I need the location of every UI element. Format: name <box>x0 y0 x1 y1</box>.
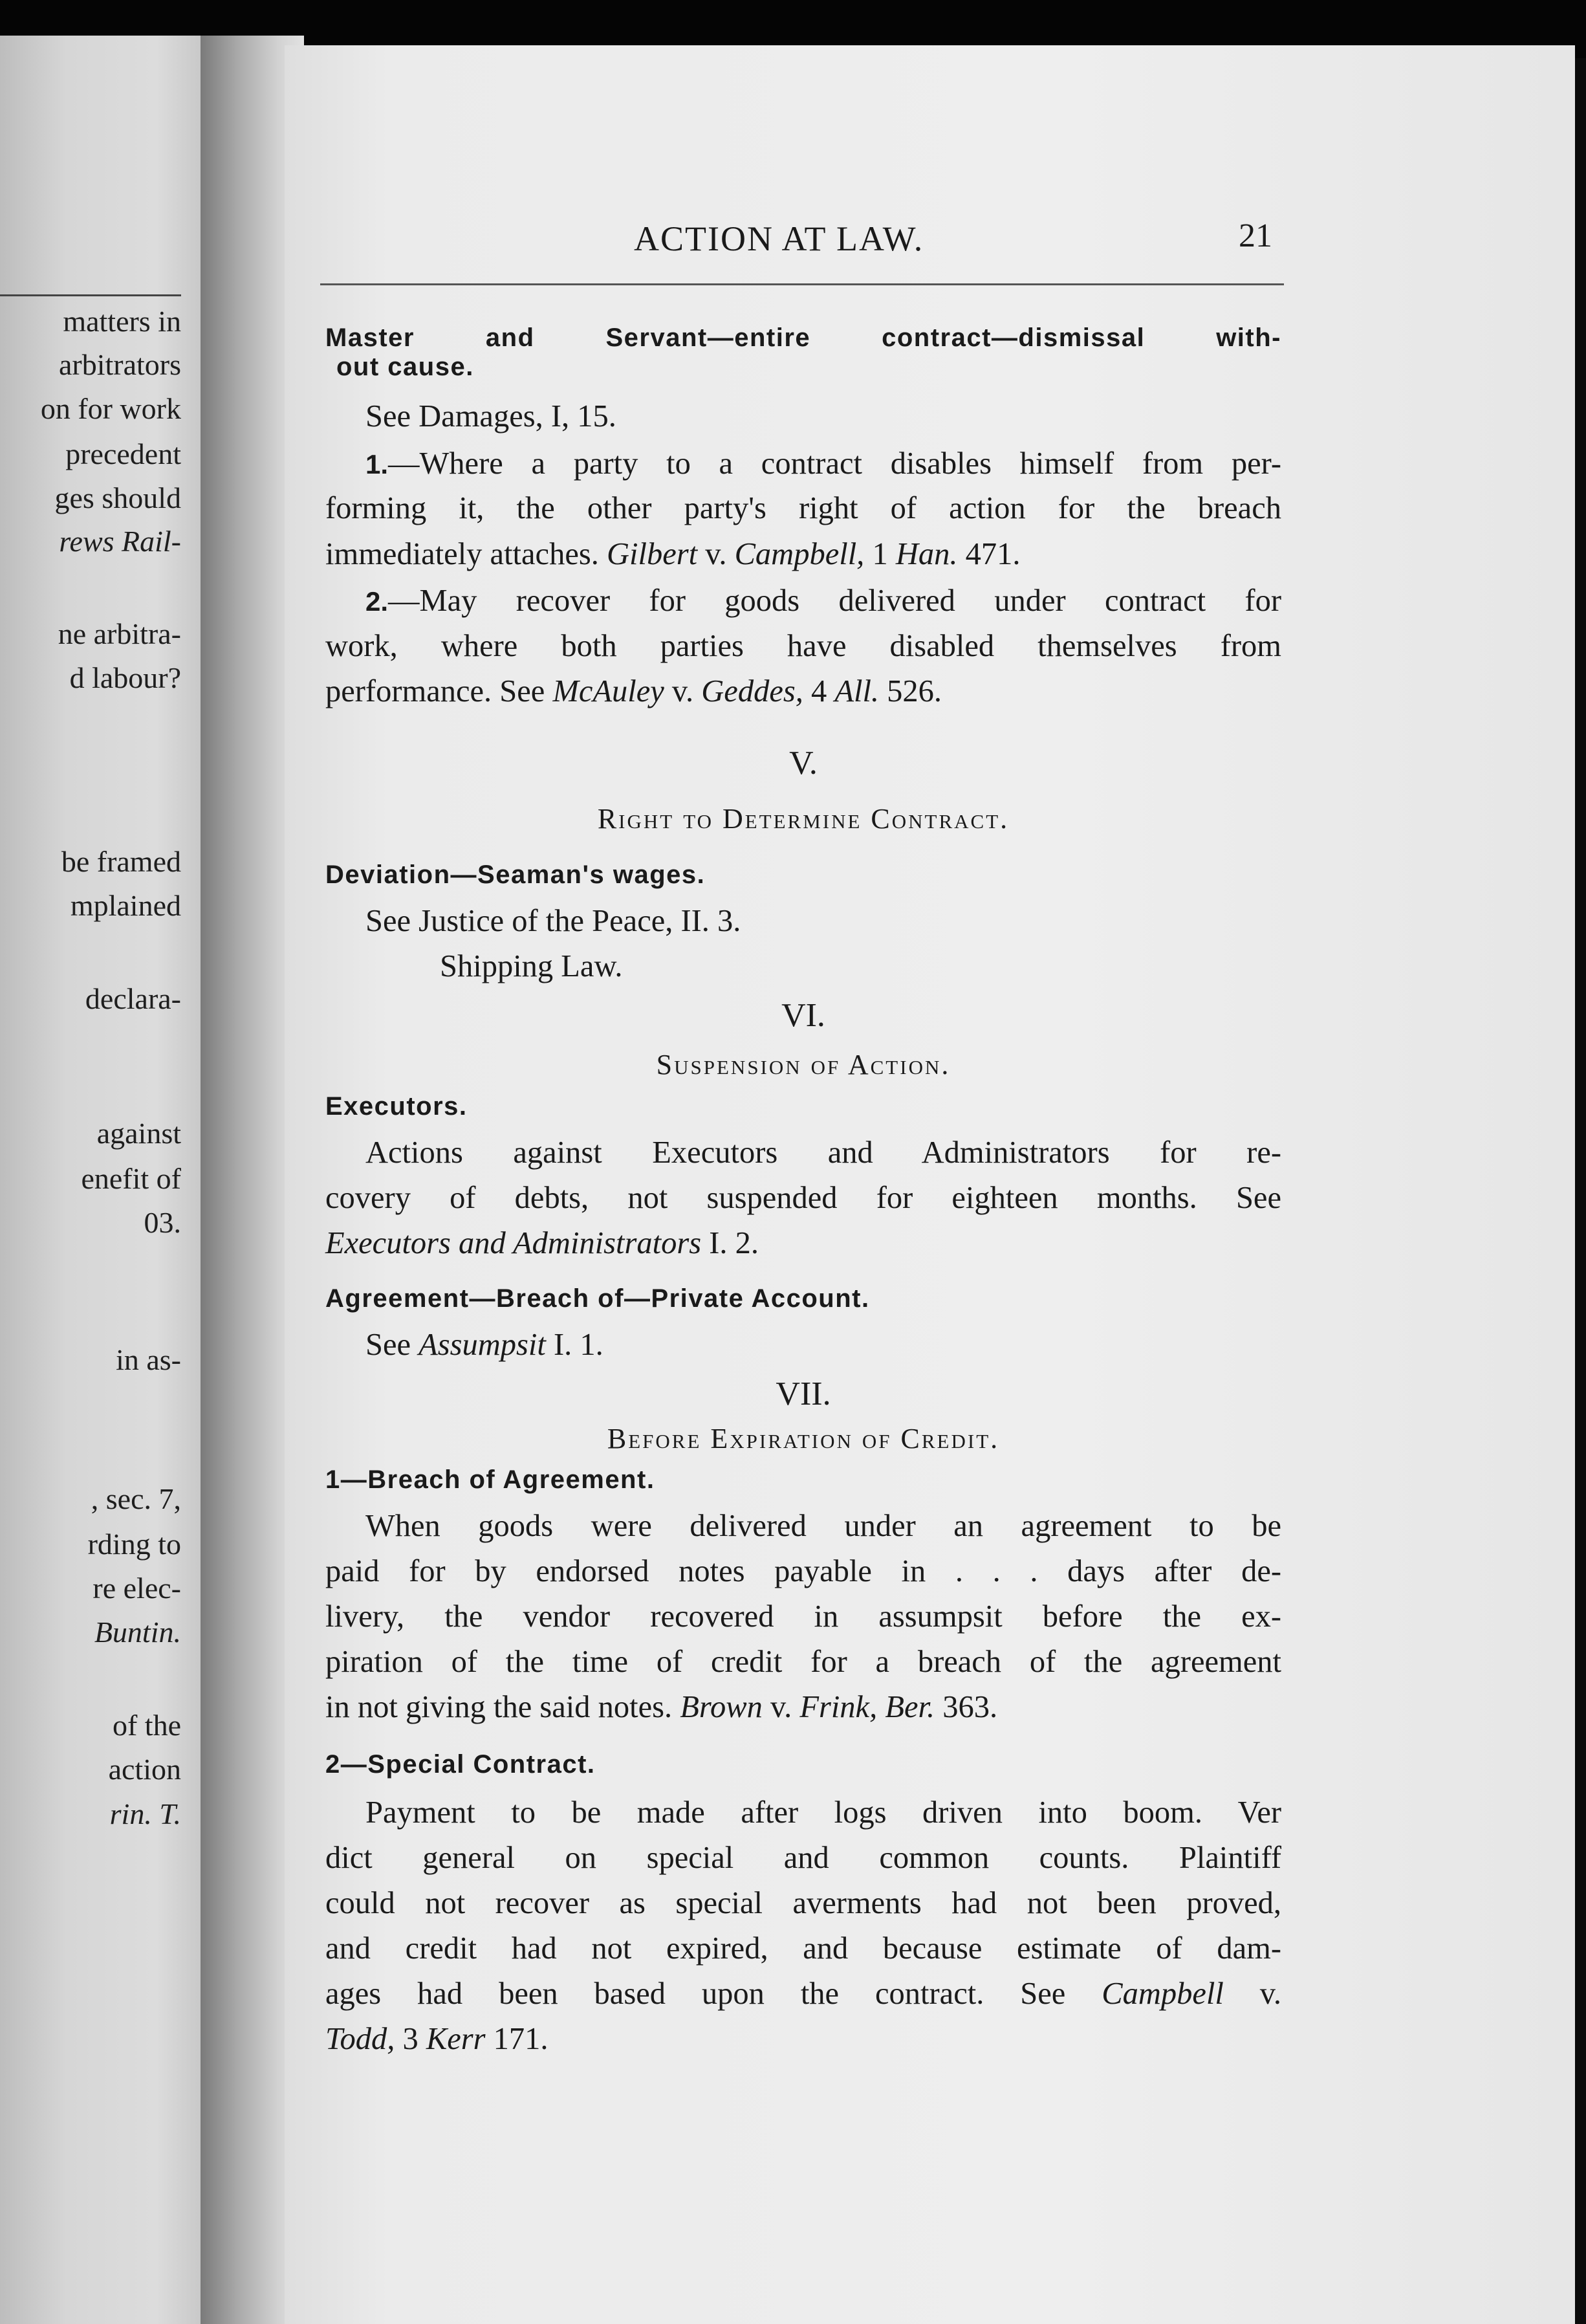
left-fragment: arbitrators <box>58 348 181 381</box>
text: 1 <box>864 537 896 571</box>
text: 4 <box>803 674 835 708</box>
text: immediately attaches. <box>325 537 607 571</box>
section-heading-cont: out cause. <box>336 353 474 381</box>
left-facing-page <box>0 36 223 2324</box>
report-name: Han. <box>895 537 958 571</box>
subject-heading: 2—Special Contract. <box>325 1750 596 1779</box>
left-fragment: mplained <box>70 889 181 922</box>
paragraph-line: covery of debts, not suspended for eighteen months. See <box>325 1181 1281 1215</box>
left-fragment: declara- <box>85 982 181 1015</box>
text: I. 1. <box>545 1328 603 1362</box>
paragraph-line <box>325 676 1281 708</box>
left-fragment: ne arbitra- <box>58 617 181 650</box>
text: ages had been based upon the contract. See <box>325 1977 1102 2011</box>
cross-reference: Shipping Law. <box>440 949 623 983</box>
left-fragment: rews Rail- <box>59 525 181 558</box>
left-fragment: action <box>108 1753 181 1786</box>
left-fragment: rding to <box>87 1528 181 1561</box>
left-fragment: against <box>96 1117 181 1150</box>
left-fragment: enefit of <box>81 1162 181 1195</box>
left-fragment: of the <box>112 1709 181 1742</box>
paragraph-line <box>325 539 1281 571</box>
text: 3 <box>395 2022 426 2056</box>
section-heading: Master and Servant—entire contract—dismissal with- <box>325 323 1281 352</box>
paragraph-line <box>325 2024 1281 2055</box>
text: v. <box>762 1690 800 1724</box>
paragraph-line <box>325 1228 1281 1260</box>
text: performance. See <box>325 674 553 708</box>
section-title: Right to Determine Contract. <box>597 803 1010 835</box>
cross-reference: See Justice of the Peace, II. 3. <box>365 904 741 938</box>
subject-heading: Executors. <box>325 1092 468 1121</box>
left-page-rule <box>0 294 181 296</box>
text: v. <box>664 674 702 708</box>
paragraph-line: work, where both parties have disabled themselves from <box>325 629 1281 663</box>
paragraph-line: Payment to be made after logs driven into boom. Ver <box>365 1795 1281 1830</box>
text: 526. <box>879 674 942 708</box>
subject-heading: Agreement—Breach of—Private Account. <box>325 1284 870 1313</box>
left-fragment: be framed <box>61 845 181 878</box>
title-reference: Executors and Administrators <box>325 1226 702 1260</box>
paragraph-line: When goods were delivered under an agreement to be <box>365 1509 1281 1543</box>
report-name: All. <box>834 674 880 708</box>
case-name: McAuley <box>552 674 664 708</box>
case-name: Campbell <box>1102 1977 1224 2011</box>
section-numeral: VI. <box>781 997 825 1034</box>
header-rule <box>320 283 1284 285</box>
page-number: 21 <box>1239 217 1272 254</box>
left-fragment: 03. <box>144 1206 181 1239</box>
paragraph-line: and credit had not expired, and because estimate of dam- <box>325 1931 1281 1966</box>
paragraph-text: —May recover for goods delivered under contract for <box>388 584 1281 618</box>
left-fragment: Buntin. <box>94 1616 181 1649</box>
paragraph-number: 2. <box>365 586 389 617</box>
subject-heading: 1—Breach of Agreement. <box>325 1465 655 1494</box>
paragraph-line: piration of the time of credit for a breach of the agreement <box>325 1645 1281 1679</box>
paragraph-line: dict general on special and common counts. Plaintiff <box>325 1841 1281 1875</box>
paragraph-line: livery, the vendor recovered in assumpsit before the ex- <box>325 1599 1281 1634</box>
left-fragment: on for work <box>40 392 181 425</box>
case-name: Frink, Ber. <box>799 1690 935 1724</box>
case-name: Brown <box>680 1690 763 1724</box>
cross-reference <box>365 1330 1281 1361</box>
section-title: Before Expiration of Credit. <box>607 1423 1000 1454</box>
text: v. <box>1223 1977 1281 2011</box>
section-numeral: VII. <box>776 1376 831 1412</box>
text: I. 2. <box>701 1226 759 1260</box>
section-title: Suspension of Action. <box>656 1049 951 1080</box>
paragraph-line: forming it, the other party's right of action for the breach <box>325 491 1281 525</box>
left-fragment: precedent <box>65 437 181 470</box>
text: v. <box>697 537 735 571</box>
left-fragment: in as- <box>116 1343 181 1376</box>
text: in not giving the said notes. <box>325 1690 680 1724</box>
paragraph-line <box>325 1979 1281 2010</box>
title-reference: Assumpsit <box>418 1328 546 1362</box>
case-name: Gilbert <box>606 537 698 571</box>
paragraph-line <box>365 586 1281 617</box>
text: 471. <box>957 537 1021 571</box>
paragraph-line <box>325 1692 1281 1724</box>
case-name: Todd, <box>325 2022 395 2056</box>
cross-reference: See Damages, I, 15. <box>365 399 616 433</box>
paragraph-line: Actions against Executors and Administrators for re- <box>365 1135 1281 1170</box>
paragraph-line <box>365 448 1281 480</box>
running-title: ACTION AT LAW. <box>634 219 924 258</box>
paragraph-text: —Where a party to a contract disables himself from per- <box>388 446 1281 481</box>
paragraph-line: paid for by endorsed notes payable in . . . days after de- <box>325 1554 1281 1588</box>
text: 171. <box>485 2022 549 2056</box>
left-fragment: ges should <box>54 481 181 514</box>
left-fragment: rin. T. <box>109 1797 181 1830</box>
subject-heading: Deviation—Seaman's wages. <box>325 861 706 889</box>
text: See <box>365 1328 419 1362</box>
left-fragment: matters in <box>63 305 181 338</box>
section-numeral: V. <box>789 745 818 782</box>
paragraph-line: could not recover as special averments had not been proved, <box>325 1886 1281 1920</box>
left-fragment: re elec- <box>92 1572 181 1605</box>
left-fragment: , sec. 7, <box>91 1482 181 1515</box>
case-name: Geddes, <box>701 674 803 708</box>
case-name: Campbell, <box>734 537 865 571</box>
text: 363. <box>935 1690 998 1724</box>
left-fragment: d labour? <box>69 661 181 694</box>
report-name: Kerr <box>426 2022 486 2056</box>
paragraph-number: 1. <box>365 449 389 479</box>
